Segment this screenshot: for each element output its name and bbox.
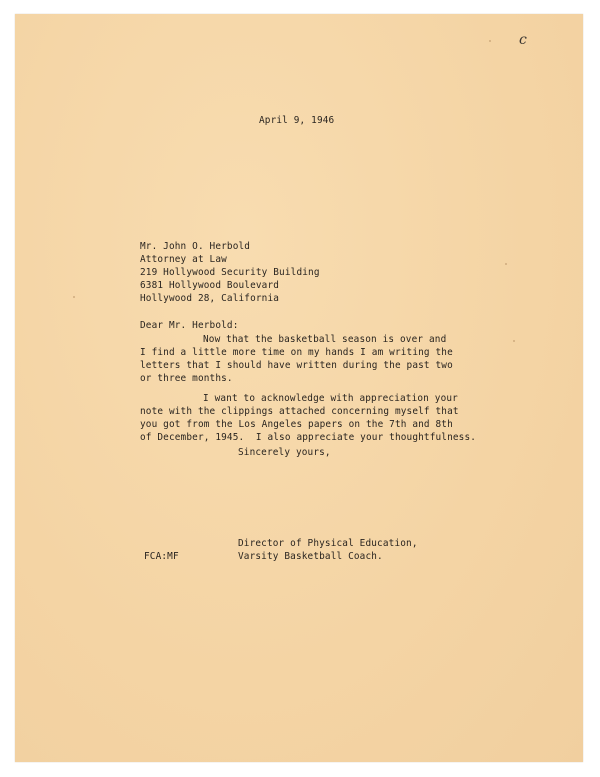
complimentary-closing: Sincerely yours, (238, 447, 331, 458)
paragraph-line: I find a little more time on my hands I am writing the (140, 347, 453, 358)
paragraph-line: note with the clippings attached concerning myself that (140, 406, 459, 417)
recipient-address-line-2: 6381 Hollywood Boulevard (140, 280, 280, 291)
recipient-city: Hollywood 28, California (140, 293, 280, 304)
signature-title-line-1: Director of Physical Education, (238, 538, 418, 549)
paragraph-line: Now that the basketball season is over and (203, 334, 447, 345)
paragraph-line: letters that I should have written during the past two (140, 360, 453, 371)
recipient-address-line-1: 219 Hollywood Security Building (140, 267, 320, 278)
paragraph-line: of December, 1945. I also appreciate your thoughtfulness. (140, 432, 477, 443)
letter-date: April 9, 1946 (259, 115, 335, 126)
paragraph-line: or three months. (140, 373, 233, 384)
paper-speck (505, 263, 507, 265)
paper-speck (489, 40, 491, 42)
margin-mark: c (519, 32, 527, 48)
signature-title-line-2: Varsity Basketball Coach. (238, 551, 383, 562)
paper-speck (513, 340, 515, 342)
paper-speck (73, 296, 75, 298)
paragraph-line: you got from the Los Angeles papers on the 7th and 8th (140, 419, 453, 430)
recipient-title: Attorney at Law (140, 254, 227, 265)
recipient-name: Mr. John O. Herbold (140, 241, 251, 252)
salutation: Dear Mr. Herbold: (140, 320, 239, 331)
paragraph-line: I want to acknowledge with appreciation your (203, 393, 458, 404)
reference-initials: FCA:MF (144, 551, 179, 562)
